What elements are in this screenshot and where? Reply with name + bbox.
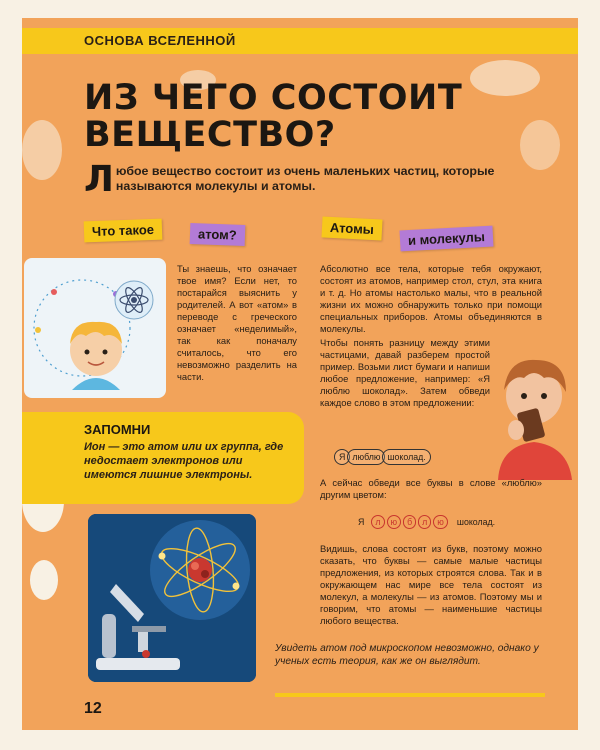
- word-2: люблю: [347, 449, 385, 465]
- atoms-molecules-text-3: А сейчас обведи все буквы в слове «люблю» другим цветом:: [320, 477, 542, 500]
- letters-last-word: шоколад.: [456, 517, 496, 527]
- page-number: 12: [84, 700, 102, 717]
- boy-atom-illustration: [24, 258, 166, 398]
- heading-what-is: Что такое: [84, 219, 163, 243]
- heading-atoms: Атомы: [321, 216, 382, 240]
- title-line-1: ИЗ ЧЕГО СОСТОИТ: [84, 78, 463, 118]
- letter-5: ю: [433, 515, 448, 529]
- title-line-2: ВЕЩЕСТВО?: [84, 115, 336, 155]
- intro-paragraph: [84, 159, 542, 200]
- letters-first-word: Я: [358, 517, 365, 527]
- paint-splat: [520, 120, 560, 170]
- boy-atom-drawing: [24, 258, 166, 398]
- heading-atom: атом?: [190, 223, 245, 246]
- letter-1: л: [371, 515, 384, 529]
- microscope-atom-illustration: [88, 514, 256, 682]
- letter-3: б: [403, 515, 416, 529]
- letter-2: ю: [387, 515, 402, 529]
- sentence-example-letters: [358, 515, 495, 529]
- atoms-molecules-text-1: Абсолютно все тела, которые тебя окружают, состоят из атомов, например стол, стул, эта книга и т. д. Но атомы настолько малы, что в реальной жизни их можно обнаружить только при помощи специальных приборов. Атомы объединяются в молекулы.: [320, 263, 542, 334]
- atoms-molecules-text-2: Чтобы понять разницу между этими частицами, давай разберем простой пример. Возьми лист бумаги и напиши любое предложение, например: «Я люблю шоколад». Затем обведи каждое слово в этом предложении:: [320, 337, 490, 408]
- page-title: [84, 80, 504, 154]
- intro-text: юбое вещество состоит из очень маленьких частиц, которые называются молекулы и атомы.: [115, 164, 495, 193]
- bottom-divider: [275, 693, 545, 697]
- remember-text: Ион — это атом или их группа, где недостает электронов или имеются лишние электроны.: [84, 441, 284, 481]
- heading-and-molecules: и молекулы: [400, 226, 494, 252]
- atom-definition-text: Ты знаешь, что означает твое имя? Если нет, то постарайся выяснить у родителей. А вот «атом» в переводе с греческого означает «неделимый», так как поначалу считалось, что его невозможно разделить на части.: [177, 263, 297, 382]
- microscope-caption: Увидеть атом под микроскопом невозможно, однако у ученых есть теория, как же он выглядит.: [275, 643, 539, 667]
- word-1: Я: [334, 449, 350, 465]
- word-3: шоколад.: [382, 449, 430, 465]
- remember-title: ЗАПОМНИ: [84, 422, 151, 437]
- intro-dropcap: Л: [84, 159, 114, 200]
- paint-splat: [22, 120, 62, 180]
- boy-chocolate-illustration: [490, 334, 580, 480]
- atoms-molecules-text-4: Видишь, слова состоят из букв, поэтому можно сказать, что буквы — самые малые частицы предложения, из которых строятся слова. Так и в окружающем нас мире все тела состоят из молекул, а молекулы — из атомов. Поэтому мы и говорим, что атомы — наименьшие частицы любого вещества.: [320, 543, 542, 626]
- paint-splat: [30, 560, 58, 600]
- sentence-example-words: [334, 449, 428, 465]
- microscope-drawing: [88, 514, 256, 682]
- section-title: ОСНОВА ВСЕЛЕННОЙ: [84, 33, 236, 48]
- letter-4: л: [418, 515, 431, 529]
